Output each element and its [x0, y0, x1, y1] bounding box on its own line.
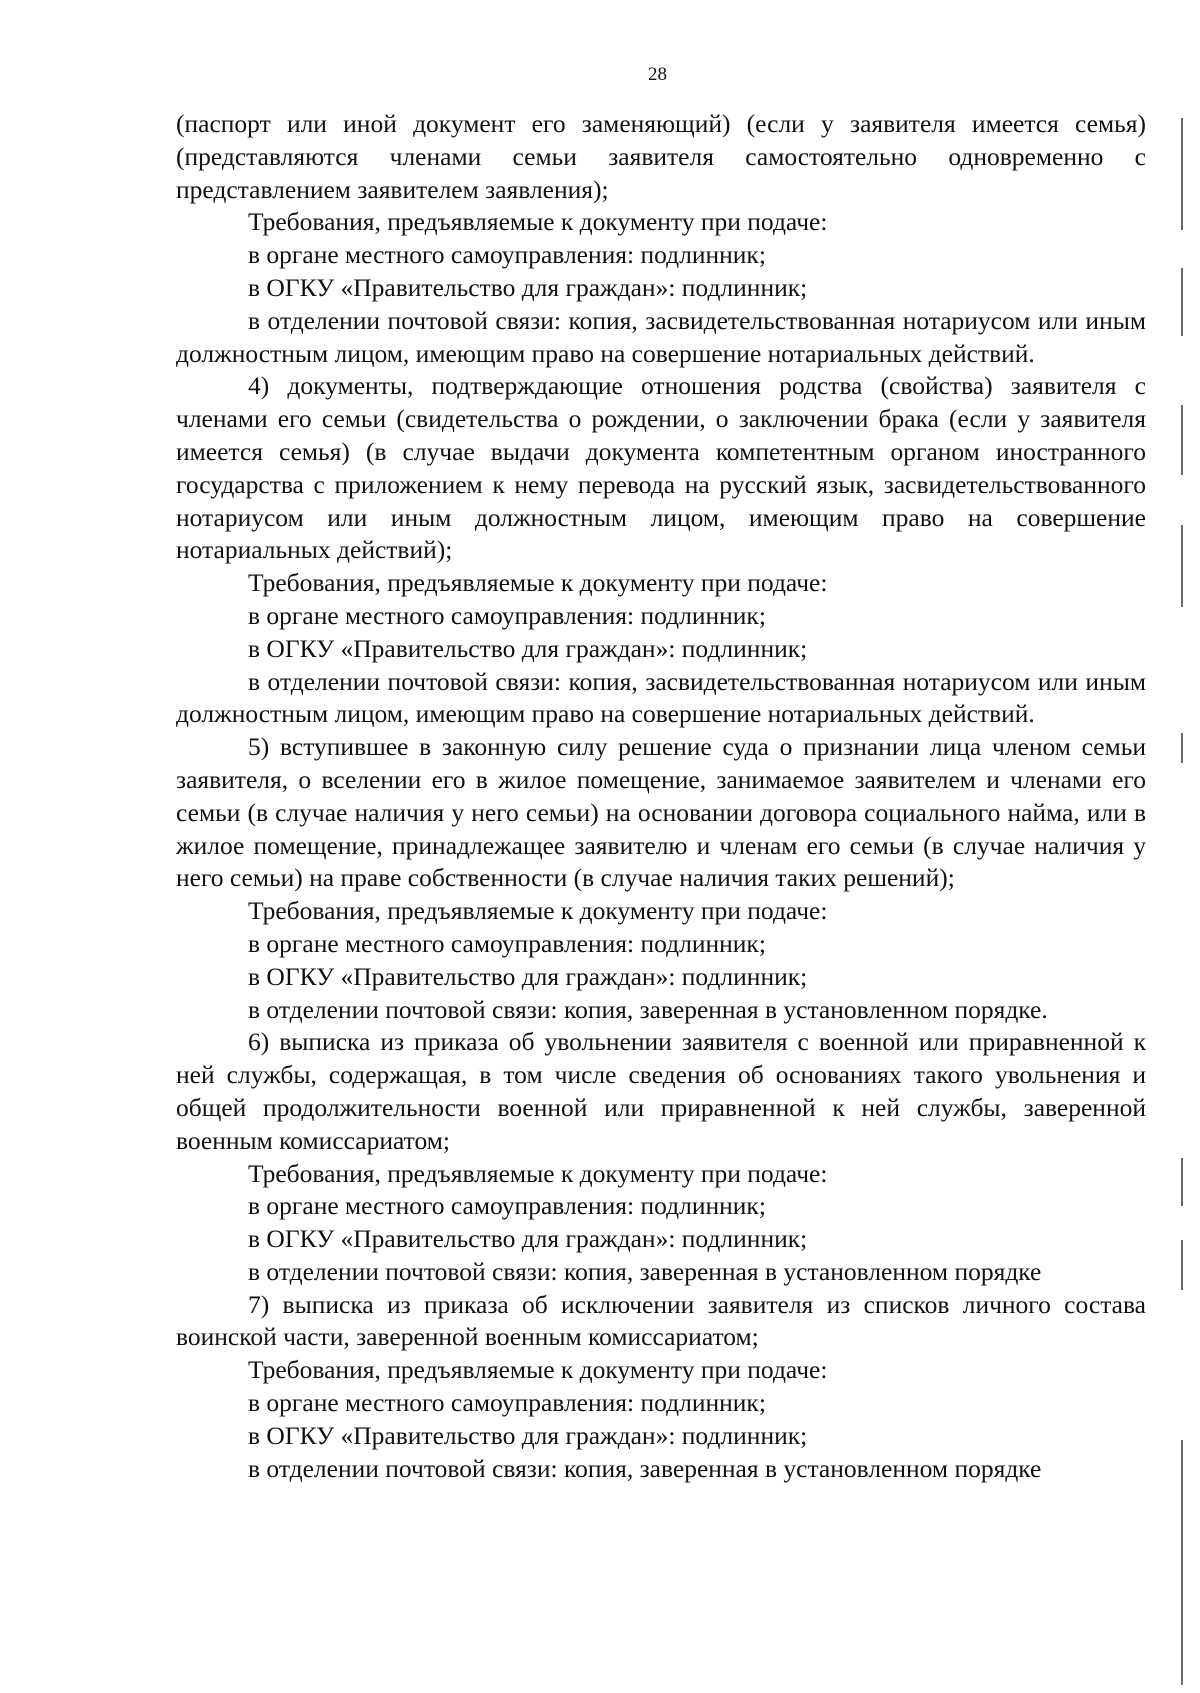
- scan-edge-line: [1181, 1240, 1183, 1290]
- paragraph: Требования, предъявляемые к документу при подаче:: [248, 896, 828, 926]
- paragraph: Требования, предъявляемые к документу при подаче:: [248, 207, 828, 237]
- paragraph: в ОГКУ «Правительство для граждан»: подлинник;: [248, 272, 808, 302]
- paragraph: 6) выписка из приказа об увольнении заявителя с военной или приравненной к ней службы, содержащая, в том числе сведения об основаниях такого увольнения и общей продолжительности военной или приравненной к ней службы, заверенной военным комиссариатом;: [176, 1027, 1146, 1155]
- paragraph: в отделении почтовой связи: копия, засвидетельствованная нотариусом или иным должностным лицом, имеющим право на совершение нотариальных действий.: [176, 666, 1146, 729]
- scan-edge-line: [1181, 268, 1183, 336]
- paragraph: в отделении почтовой связи: копия, засвидетельствованная нотариусом или иным должностным лицом, имеющим право на совершение нотариальных действий.: [176, 305, 1146, 368]
- page-number: 28: [648, 64, 667, 85]
- paragraph: в органе местного самоуправления: подлинник;: [248, 1388, 766, 1418]
- scan-edge-line: [1181, 118, 1183, 230]
- scan-edge-line: [1181, 525, 1183, 607]
- paragraph: Требования, предъявляемые к документу при подаче:: [248, 568, 828, 598]
- scan-edge-line: [1181, 1158, 1183, 1206]
- scan-edge-line: [1181, 405, 1183, 475]
- paragraph: в отделении почтовой связи: копия, заверенная в установленном порядке: [248, 1453, 1042, 1483]
- scan-edge-line: [1181, 1440, 1183, 1685]
- paragraph: 4) документы, подтверждающие отношения родства (свойства) заявителя с членами его семьи (свидетельства о рождении, о заключении брака (если у заявителя имеется семья) (в случае выдачи документа компетентным органом иностранного государства с приложением к нему перевода на русский язык, засвидетельствованного нотариусом или иным должностным лицом, имеющим право на совершение нотариальных действий);: [176, 371, 1146, 565]
- paragraph: Требования, предъявляемые к документу при подаче:: [248, 1158, 828, 1188]
- paragraph: 7) выписка из приказа об исключении заявителя из списков личного состава воинской части, заверенной военным комиссариатом;: [176, 1289, 1146, 1352]
- paragraph: в ОГКУ «Правительство для граждан»: подлинник;: [248, 961, 808, 991]
- paragraph: в органе местного самоуправления: подлинник;: [248, 928, 766, 958]
- paragraph: в органе местного самоуправления: подлинник;: [248, 1191, 766, 1221]
- paragraph: в ОГКУ «Правительство для граждан»: подлинник;: [248, 1224, 808, 1254]
- paragraph: 5) вступившее в законную силу решение суда о признании лица членом семьи заявителя, о вселении его в жилое помещение, занимаемое заявителем и членами его семьи (в случае наличия у него семьи) на основании договора социального найма, или в жилое помещение, принадлежащее заявителю и членам его семьи (в случае наличия у него семьи) на праве собственности (в случае наличия таких решений);: [176, 732, 1146, 893]
- paragraph: в отделении почтовой связи: копия, заверенная в установленном порядке: [248, 1256, 1042, 1286]
- paragraph: в органе местного самоуправления: подлинник;: [248, 240, 766, 270]
- scan-edge-line: [1181, 733, 1183, 763]
- paragraph: в ОГКУ «Правительство для граждан»: подлинник;: [248, 1420, 808, 1450]
- paragraph: в отделении почтовой связи: копия, заверенная в установленном порядке.: [248, 994, 1048, 1024]
- paragraph: в ОГКУ «Правительство для граждан»: подлинник;: [248, 633, 808, 663]
- document-body: [176, 108, 1146, 1485]
- paragraph: в органе местного самоуправления: подлинник;: [248, 600, 766, 630]
- paragraph: (паспорт или иной документ его заменяющий) (если у заявителя имеется семья) (представляются членами семьи заявителя самостоятельно одновременно с представлением заявителем заявления);: [176, 109, 1146, 204]
- paragraph: Требования, предъявляемые к документу при подаче:: [248, 1355, 828, 1385]
